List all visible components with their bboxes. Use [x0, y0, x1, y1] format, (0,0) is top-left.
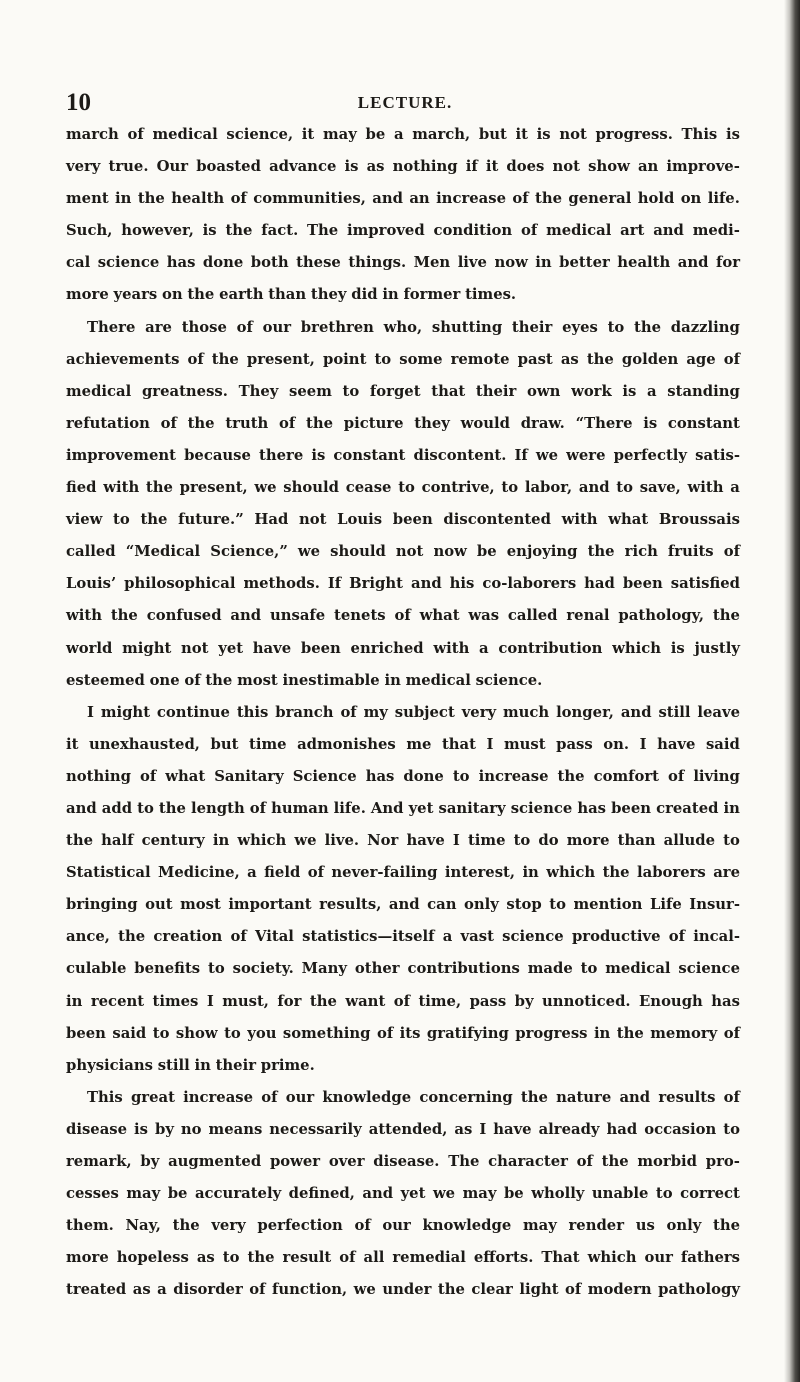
page-number: 10 — [66, 89, 91, 116]
text-line: with the confused and unsafe tenets of what was called renal pathology, the — [66, 607, 740, 625]
text-line: in recent times I must, for the want of time, pass by unnoticed. Enough has — [66, 992, 740, 1010]
text-line: more hopeless as to the result of all remedial efforts. That which our fathers — [66, 1249, 740, 1267]
running-head: LECTURE. — [357, 93, 453, 112]
text-line: remark, by augmented power over disease. The character of the morbid pro- — [66, 1153, 740, 1170]
text-line: medical greatness. They seem to forget that their own work is a standing — [66, 382, 740, 400]
text-line: This great increase of our knowledge concerning the nature and results of — [87, 1088, 740, 1106]
text-line: cesses may be accurately defined, and yet we may be wholly unable to correct — [66, 1185, 740, 1203]
text-line: cal science has done both these things. Men live now in better health and for — [66, 254, 740, 272]
text-line: fied with the present, we should cease to contrive, to labor, and to save, with a — [66, 479, 740, 497]
text-line: very true. Our boasted advance is as nothing if it does not show an improve- — [66, 158, 740, 176]
text-line: called “Medical Science,” we should not now be enjoying the rich fruits of — [66, 543, 740, 561]
page-binding-edge — [784, 0, 800, 1382]
text-line: esteemed one of the most inestimable in medical science. — [66, 671, 543, 689]
text-line: I might continue this branch of my subject very much longer, and still leave — [87, 703, 740, 721]
text-line: Statistical Medicine, a field of never-failing interest, in which the laborers are — [66, 864, 740, 882]
text-line: culable benefits to society. Many other contributions made to medical science — [66, 960, 740, 978]
text-line: it unexhausted, but time admonishes me that I must pass on. I have said — [66, 735, 740, 753]
text-line: Such, however, is the fact. The improved condition of medical art and medi- — [66, 222, 740, 240]
text-line: There are those of our brethren who, shutting their eyes to the dazzling — [87, 318, 740, 336]
text-line: refutation of the truth of the picture they would draw. “There is constant — [66, 414, 740, 432]
text-line: Louis’ philosophical methods. If Bright and his co-laborers had been satisfied — [66, 575, 740, 593]
text-line: bringing out most important results, and can only stop to mention Life Insur- — [66, 896, 740, 914]
text-line: disease is by no means necessarily attended, as I have already had occasion to — [66, 1120, 740, 1138]
text-line: nothing of what Sanitary Science has done to increase the comfort of living — [66, 767, 740, 785]
text-line: treated as a disorder of function, we under the clear light of modern pathology — [66, 1281, 740, 1299]
text-line: been said to show to you something of its gratifying progress in the memory of — [66, 1024, 740, 1042]
text-line: and add to the length of human life. And yet sanitary science has been created in — [66, 799, 740, 817]
text-line: the half century in which we live. Nor have I time to do more than allude to — [66, 832, 740, 850]
text-line: world might not yet have been enriched with a contribution which is justly — [66, 639, 740, 657]
text-line: achievements of the present, point to some remote past as the golden age of — [66, 350, 740, 368]
page-header — [66, 88, 744, 118]
text-line: improvement because there is constant discontent. If we were perfectly satis- — [66, 446, 740, 464]
text-line: ment in the health of communities, and an increase of the general hold on life. — [66, 190, 740, 208]
text-line: ance, the creation of Vital statistics—itself a vast science productive of incal- — [66, 928, 740, 946]
text-line: them. Nay, the very perfection of our knowledge may render us only the — [66, 1217, 740, 1235]
body-text — [66, 119, 740, 1306]
text-line: view to the future.” Had not Louis been discontented with what Broussais — [66, 511, 740, 529]
text-line: march of medical science, it may be a march, but it is not progress. This is — [66, 126, 740, 143]
text-line: more years on the earth than they did in former times. — [66, 286, 517, 304]
text-line: physicians still in their prime. — [66, 1056, 315, 1074]
